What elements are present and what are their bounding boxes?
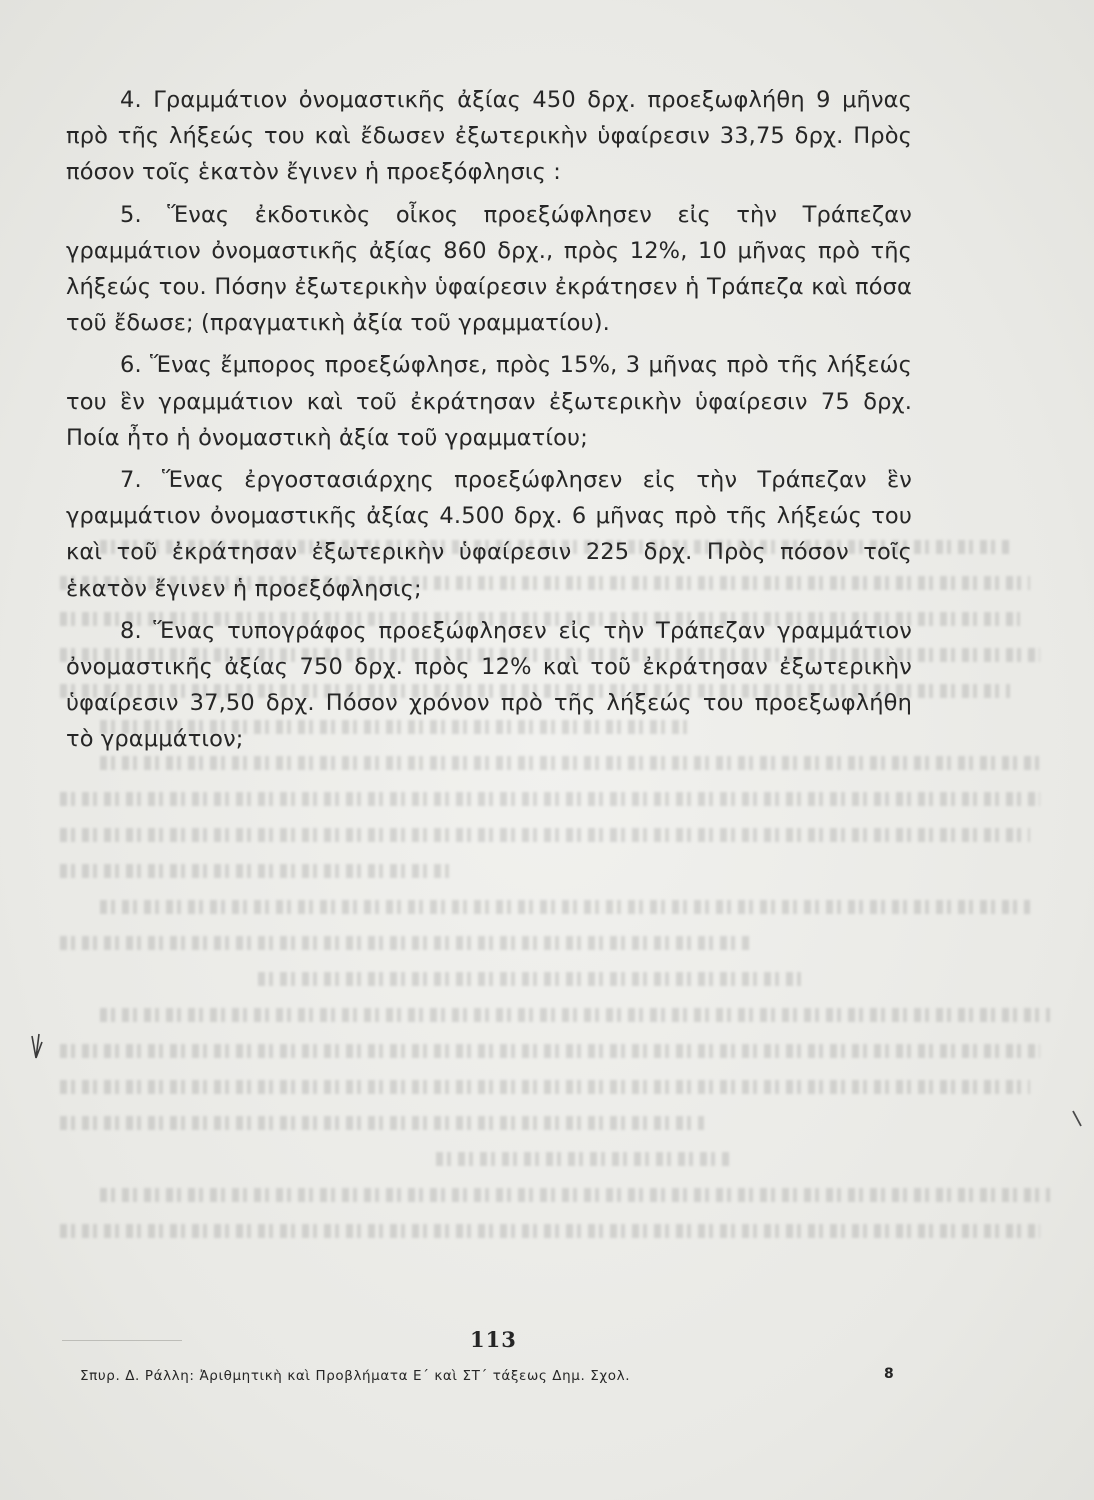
problem-6: 6. Ἕνας ἔμπορος προεξώφλησε, πρὸς 15%, 3 μῆνας πρὸ τῆς λήξεώς του ἓν γραμμάτιον καὶ τοῦ ἐκράτησαν ἐξωτερικὴν ὑφαίρεσιν 75 δρχ. Ποία ἦτο ἡ ὀνομαστικὴ ἀξία τοῦ γραμματίου; (66, 352, 912, 451)
problem-7: 7. Ἕνας ἐργοστασιάρχης προεξώφλησεν εἰς τὴν Τράπεζαν ἓν γραμμάτιον ὀνομαστικῆς ἀξίας 4.500 δρχ. 6 μῆνας πρὸ τῆς λήξεώς του καὶ τοῦ ἐκράτησαν ἐξωτερικὴν ὑφαίρεσιν 225 δρχ. Πρὸς πόσον τοῖς ἑκατὸν ἔγινεν ἡ προεξόφλησις; (66, 467, 912, 602)
problems-section (66, 82, 912, 764)
signature-mark: 8 (884, 1366, 894, 1382)
footer-credit: Σπυρ. Δ. Ράλλη: Ἀριθμητικὴ καὶ Προβλήματα Ε΄ καὶ ΣΤ΄ τάξεως Δημ. Σχολ. (80, 1368, 631, 1384)
footer-rule (62, 1340, 182, 1341)
stray-mark (1070, 1108, 1084, 1130)
page-number: 113 (470, 1327, 517, 1352)
problem-5: 5. Ἕνας ἐκδοτικὸς οἶκος προεξώφλησεν εἰς τὴν Τράπεζαν γραμμάτιον ὀνομαστικῆς ἀξίας 860 δρχ., πρὸς 12%, 10 μῆνας πρὸ τῆς λήξεώς του. Πόσην ἐξωτερικὴν ὑφαίρεσιν ἐκράτησεν ἡ Τράπεζα καὶ πόσα τοῦ ἔδωσε; (πραγματικὴ ἀξία τοῦ γραμματίου). (66, 201, 912, 337)
pencil-tick-mark (30, 1030, 44, 1062)
problem-8: 8. Ἕνας τυπογράφος προεξώφλησεν εἰς τὴν Τράπεζαν γραμμάτιον ὀνομαστικῆς ἀξίας 750 δρχ. πρὸς 12% καὶ τοῦ ἐκράτησαν ἐξωτερικὴν ὑφαίρεσιν 37,50 δρχ. Πόσον χρόνον πρὸ τῆς λήξεώς του προεξωφλήθη τὸ γραμμάτιον; (66, 617, 912, 753)
problem-4: 4. Γραμμάτιον ὀνομαστικῆς ἀξίας 450 δρχ. προεξωφλήθη 9 μῆνας πρὸ τῆς λήξεώς του καὶ ἔδωσεν ἐξωτερικὴν ὑφαίρεσιν 33,75 δρχ. Πρὸς πόσον τοῖς ἑκατὸν ἔγινεν ἡ προεξόφλησις : (66, 87, 912, 186)
